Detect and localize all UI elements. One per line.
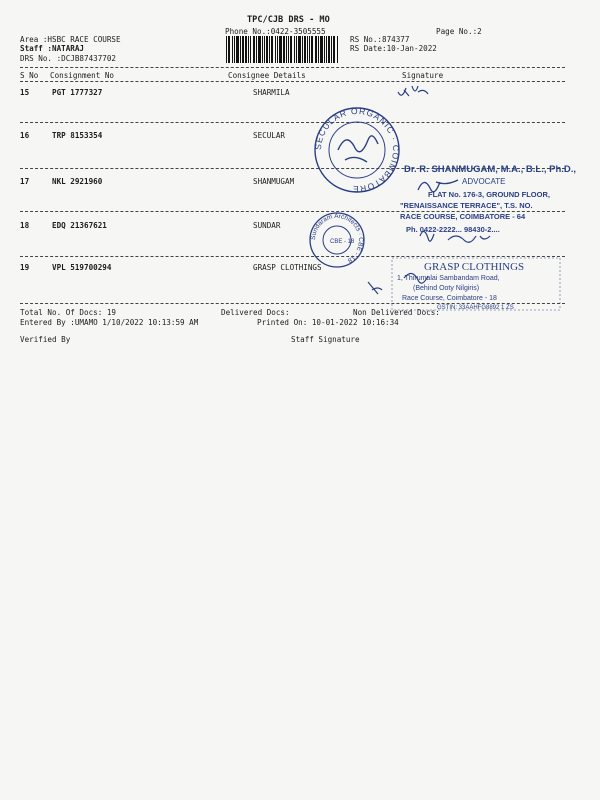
col-consignment: Consignment No	[50, 71, 115, 80]
advocate-stamp-phone: Ph. 0422-2222... 98430-2....	[406, 225, 500, 234]
grasp-stamp-name: GRASP CLOTHINGS	[424, 261, 525, 273]
drs-number: DRS No. :DCJB87437702	[20, 54, 117, 63]
grasp-stamp-line3: Race Course, Coimbatore - 18	[402, 295, 497, 302]
row-consignment: EDQ 21367621	[52, 221, 107, 230]
row-consignment: PGT 1777327	[52, 88, 103, 97]
row-consignee: SUNDAR	[253, 221, 281, 230]
advocate-stamp-line1: FLAT No. 176-3, GROUND FLOOR,	[428, 190, 550, 199]
rs-date: RS Date:10-Jan-2022	[350, 44, 437, 53]
col-sno: S No	[20, 71, 39, 80]
grasp-stamp-line1: 1, Thirumalai Sambandam Road,	[397, 275, 500, 282]
delivered-docs: Delivered Docs:	[221, 308, 290, 317]
row-sno: 16	[20, 131, 30, 140]
row-consignee: GRASP CLOTHINGS	[253, 263, 322, 272]
grasp-stamp-line2: (Behind Ooty Nilgiris)	[413, 285, 480, 292]
row-consignment: VPL 519700294	[52, 263, 112, 272]
page-number: Page No.:2	[436, 27, 482, 36]
row-consignment: NKL 2921960	[52, 177, 103, 186]
advocate-stamp-name: Dr. R. SHANMUGAM, M.A., B.L., Ph.D.,	[404, 164, 577, 175]
area: Area :HSBC RACE COURSE	[20, 35, 121, 44]
row-consignee: SECULAR	[253, 131, 286, 140]
row-consignee: SHANMUGAM	[253, 177, 295, 186]
row-sno: 15	[20, 88, 30, 97]
staff: Staff :NATARAJ	[20, 44, 85, 53]
grasp-stamp-gst: GSTIN: 33AAHFG8892 1 ZS	[437, 305, 514, 311]
col-consignee: Consignee Details	[228, 71, 306, 80]
phone-number: Phone No.:0422-3505555	[225, 27, 326, 36]
row-consignee: SHARMILA	[253, 88, 290, 97]
printed-on: Printed On: 10-01-2022 10:16:34	[257, 318, 399, 327]
total-docs: Total No. Of Docs: 19	[20, 308, 117, 317]
svg-text:SECULAR ORGANIC · COIMBATORE: SECULAR ORGANIC · COIMBATORE	[312, 105, 402, 195]
document-title: TPC/CJB DRS - MO	[247, 15, 330, 25]
secular-stamp	[313, 106, 401, 194]
row-consignment: TRP 8153354	[52, 131, 103, 140]
verified-by: Verified By	[20, 335, 71, 344]
staff-signature: Staff Signature	[291, 335, 360, 344]
rs-number: RS No.:874377	[350, 35, 410, 44]
row-sno: 18	[20, 221, 30, 230]
row-sno: 19	[20, 263, 30, 272]
svg-text:Sundaram Architects · CBE - 18: Sundaram Architects · CBE - 18	[309, 212, 365, 264]
entered-by: Entered By :UMAMO 1/10/2022 10:13:59 AM	[20, 318, 199, 327]
sundar-stamp	[310, 213, 364, 267]
non-delivered-docs: Non Delivered Docs:	[353, 308, 440, 317]
advocate-stamp-title: ADVOCATE	[462, 177, 506, 186]
row-sno: 17	[20, 177, 30, 186]
advocate-stamp-line3: RACE COURSE, COIMBATORE - 64	[400, 212, 526, 221]
col-signature: Signature	[402, 71, 444, 80]
svg-text:CBE - 18: CBE - 18	[330, 239, 355, 245]
advocate-stamp-line2: "RENAISSANCE TERRACE", T.S. NO.	[400, 201, 533, 210]
signature-row-15	[398, 86, 428, 96]
